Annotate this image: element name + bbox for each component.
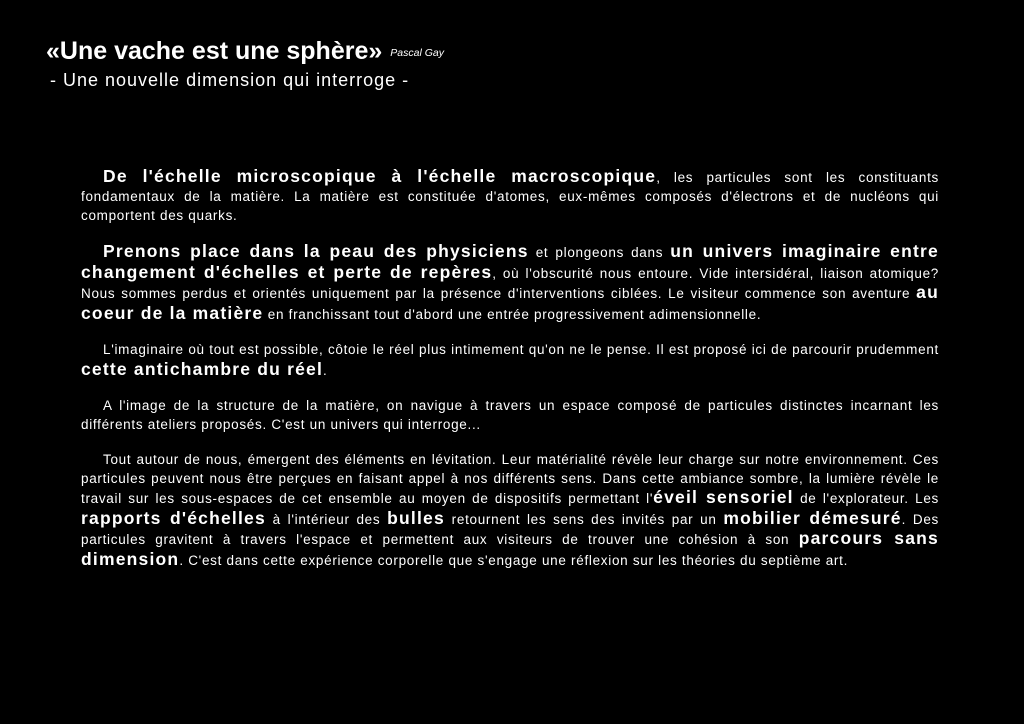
author-name: Pascal Gay: [390, 47, 444, 59]
paragraph-1: [81, 167, 939, 225]
emphasis: bulles: [387, 507, 445, 528]
emphasis: éveil sensoriel: [653, 487, 794, 507]
text-run: .: [323, 362, 328, 378]
emphasis: Prenons place dans la peau des physiciens: [103, 241, 529, 261]
text-run: A l'image de la structure de la matière, on navigue à travers un espace composé de particules distinctes incarnant les différents ateliers proposés. C'est un univers qui interroge...: [81, 398, 939, 432]
emphasis: De l'échelle microscopique à l'échelle macroscopique: [103, 166, 657, 186]
title-line: [46, 36, 746, 70]
text-run: en franchissant tout d'abord une entrée progressivement adimensionnelle.: [263, 306, 762, 322]
text-run: . C'est dans cette expérience corporelle que s'engage une réflexion sur les théories du septième art.: [179, 552, 849, 568]
emphasis: au coeur de la matière: [81, 282, 939, 323]
emphasis: rapports d'échelles: [81, 507, 266, 528]
text-run: et plongeons dans: [528, 245, 671, 260]
document-body: [81, 167, 939, 587]
emphasis: parcours sans dimension: [81, 528, 939, 569]
text-run: . Des particules gravitent à travers l'espace et permettent aux visiteurs de trouver une cohésion à son: [81, 511, 939, 547]
emphasis: un univers imaginaire entre changement d'échelles et perte de repères: [81, 241, 939, 282]
text-run: à l'intérieur des: [265, 511, 388, 527]
paragraph-2: [81, 242, 939, 324]
text-run: , les particules sont les constituants fondamentaux de la matière. La matière est constituée d'atomes, eux-mêmes composés d'électrons et de nucléons qui comportent des quarks.: [81, 170, 939, 223]
text-run: retournent les sens des invités par un: [444, 511, 724, 527]
text-run: , où l'obscurité nous entoure. Vide intersidéral, liaison atomique? Nous sommes perdus et orientés uniquement par la présence d'interventions ciblées. Le visiteur commence son aventure: [81, 265, 939, 301]
page-subtitle: - Une nouvelle dimension qui interroge -: [50, 70, 410, 90]
emphasis: cette antichambre du réel: [81, 358, 324, 379]
text-run: Tout autour de nous, émergent des éléments en lévitation. Leur matérialité révèle leur charge sur notre environnement. Ces particules peuvent nous être perçues en faisant appel à nos différents sens. Dans cette ambiance sombre, la lumière révèle le travail sur les sous-espaces de cet ensemble au moyen de dispositifs permettant l': [81, 452, 939, 506]
text-run: de l'explorateur. Les: [793, 491, 939, 506]
paragraph-5: [81, 451, 939, 570]
paragraph-4: [81, 397, 939, 434]
text-run: L'imaginaire où tout est possible, côtoie le réel plus intimement qu'on ne le pense. Il est proposé ici de parcourir prudemment: [103, 342, 939, 357]
page-title: «Une vache est une sphère»: [46, 37, 383, 65]
document-header: [46, 36, 746, 92]
paragraph-3: [81, 341, 939, 380]
emphasis: mobilier démesuré: [723, 507, 902, 528]
